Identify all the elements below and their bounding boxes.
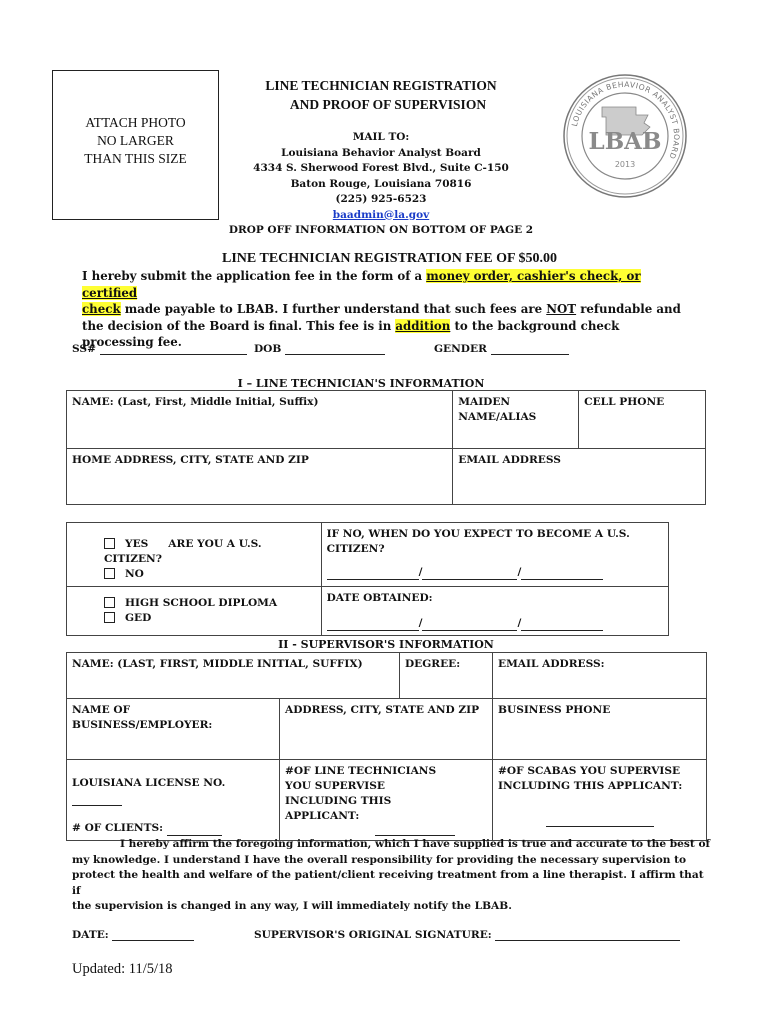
date-slash: / <box>418 566 423 578</box>
license-clients-cell[interactable] <box>67 760 280 841</box>
ged-checkbox[interactable] <box>104 612 115 623</box>
dob-field[interactable] <box>254 343 385 355</box>
section2-title: II - SUPERVISOR'S INFORMATION <box>278 638 494 651</box>
email-link[interactable]: baadmin@la.gov <box>332 208 430 221</box>
business-field[interactable] <box>67 699 280 760</box>
gender-field[interactable] <box>434 343 569 355</box>
date-obtained-label: DATE OBTAINED: <box>326 592 433 604</box>
business-label: NAME OF BUSINESS/EMPLOYER: <box>72 704 213 731</box>
home-address-field[interactable] <box>67 449 453 505</box>
scabas-label: #OF SCABAS YOU SUPERVISE INCLUDING THIS APPLICANT: <box>498 765 683 792</box>
yes-label: YES <box>125 538 149 550</box>
if-no-question: IF NO, WHEN DO YOU EXPECT TO BECOME A U.S. CITIZEN? <box>326 528 630 555</box>
mail-to-label: MAIL TO: <box>352 131 410 143</box>
signature-field[interactable] <box>254 929 680 941</box>
ged-label: GED <box>125 612 152 624</box>
scabas-cell[interactable] <box>493 760 707 841</box>
fee-addition: addition <box>395 318 451 333</box>
title-line2: AND PROOF OF SUPERVISION <box>289 97 487 112</box>
name-label: NAME: (Last, First, Middle Initial, Suffix) <box>72 396 319 408</box>
date-field[interactable] <box>72 929 194 941</box>
ss-label: SS# <box>72 343 96 355</box>
business-phone-label: BUSINESS PHONE <box>498 704 611 716</box>
fee-text-4: to the background check processing fee. <box>82 318 620 349</box>
signature-label: SUPERVISOR'S ORIGINAL SIGNATURE: <box>254 929 492 941</box>
affirm-line4: the supervision is changed in any way, I will immediately notify the LBAB. <box>72 900 512 912</box>
fee-not: NOT <box>546 302 577 316</box>
fee-text-1: I hereby submit the application fee in the form of a <box>82 269 427 283</box>
lbab-seal-logo <box>562 73 688 199</box>
maiden-name-field[interactable] <box>453 391 579 449</box>
fee-paragraph <box>82 268 692 351</box>
date-slash: / <box>418 617 423 629</box>
supervisor-name-field[interactable] <box>67 653 400 699</box>
seal-ring-text: LOUISIANA BEHAVIOR ANALYST BOARD <box>569 79 682 161</box>
mailing-address <box>222 130 540 239</box>
email-address-field[interactable] <box>453 449 706 505</box>
citizen-no-checkbox[interactable] <box>104 568 115 579</box>
org-name: Louisiana Behavior Analyst Board <box>281 146 481 159</box>
citizen-cell <box>67 523 322 587</box>
technician-info-table <box>66 390 706 505</box>
supervisor-email-field[interactable] <box>493 653 707 699</box>
date-slash: / <box>517 566 522 578</box>
photo-box-line: ATTACH PHOTO <box>85 115 186 130</box>
line-techs-cell[interactable] <box>280 760 493 841</box>
affirm-line1: I hereby affirm the foregoing information, which I have supplied is true and accurate to the best of <box>120 838 711 850</box>
citizenship-table <box>66 522 669 636</box>
date-obtained-cell[interactable] <box>321 587 668 636</box>
updated-date: Updated: 11/5/18 <box>72 961 173 977</box>
supervisor-name-label: NAME: (LAST, FIRST, MIDDLE INITIAL, SUFFIX) <box>72 658 363 670</box>
degree-label: DEGREE: <box>405 658 461 670</box>
ss-field[interactable] <box>72 343 247 355</box>
degree-field[interactable] <box>400 653 493 699</box>
page-title <box>236 76 526 114</box>
seal-acronym: LBAB <box>588 128 662 155</box>
citizen-question: ARE YOU A U.S. CITIZEN? <box>104 538 262 565</box>
seal-year: 2013 <box>614 160 636 169</box>
citizen-date-cell[interactable] <box>321 523 668 587</box>
business-address-field[interactable] <box>280 699 493 760</box>
address-line2: Baton Rouge, Louisiana 70816 <box>290 177 472 190</box>
business-phone-field[interactable] <box>493 699 707 760</box>
section1-title: I – LINE TECHNICIAN'S INFORMATION <box>237 377 485 390</box>
dropoff-note: DROP OFF INFORMATION ON BOTTOM OF PAGE 2 <box>228 224 534 236</box>
fee-highlight-2: check <box>82 302 121 316</box>
fee-text-2: made payable to LBAB. I further understand that such fees are <box>120 302 547 316</box>
clients-label: # OF CLIENTS: <box>72 822 164 834</box>
date-slash: / <box>517 617 522 629</box>
high-school-checkbox[interactable] <box>104 597 115 608</box>
business-address-label: ADDRESS, CITY, STATE AND ZIP <box>285 704 480 716</box>
supervisor-info-table <box>66 652 707 841</box>
email-label: EMAIL ADDRESS <box>458 454 561 466</box>
maiden-label: MAIDEN NAME/ALIAS <box>458 396 537 423</box>
phone-number: (225) 925-6523 <box>335 193 427 205</box>
dob-label: DOB <box>254 343 282 355</box>
date-label: DATE: <box>72 929 109 941</box>
line-techs-label: #OF LINE TECHNICIANS YOU SUPERVISE INCLUDING THIS APPLICANT: <box>285 765 437 822</box>
no-label: NO <box>125 568 144 580</box>
cell-label: CELL PHONE <box>584 396 665 408</box>
fee-text-3: refundable and the decision of the Board is final. This fee is in <box>82 302 681 333</box>
citizen-yes-checkbox[interactable] <box>104 538 115 549</box>
license-label: LOUISIANA LICENSE NO. <box>72 777 226 789</box>
name-field[interactable] <box>67 391 453 449</box>
education-cell <box>67 587 322 636</box>
fee-highlight-1: money order, cashier's check, or certified <box>82 269 641 300</box>
photo-box <box>52 70 219 220</box>
affirm-line2: my knowledge. I understand I have the overall responsibility for providing the necessary supervision to <box>72 853 687 866</box>
photo-box-line: THAN THIS SIZE <box>84 151 187 166</box>
photo-box-line: NO LARGER <box>97 133 174 148</box>
fee-title: LINE TECHNICIAN REGISTRATION FEE OF $50.00 <box>222 251 558 266</box>
cell-phone-field[interactable] <box>579 391 706 449</box>
high-school-label: HIGH SCHOOL DIPLOMA <box>125 597 278 609</box>
gender-label: GENDER <box>434 343 487 355</box>
affirmation-paragraph <box>72 837 712 915</box>
home-address-label: HOME ADDRESS, CITY, STATE AND ZIP <box>72 454 309 466</box>
supervisor-email-label: EMAIL ADDRESS: <box>498 658 605 670</box>
affirm-line3: protect the health and welfare of the patient/client receiving treatment from a line therapist. I affirm that if <box>72 869 704 897</box>
address-line1: 4334 S. Sherwood Forest Blvd., Suite C-150 <box>253 162 509 174</box>
title-line1: LINE TECHNICIAN REGISTRATION <box>265 78 497 93</box>
